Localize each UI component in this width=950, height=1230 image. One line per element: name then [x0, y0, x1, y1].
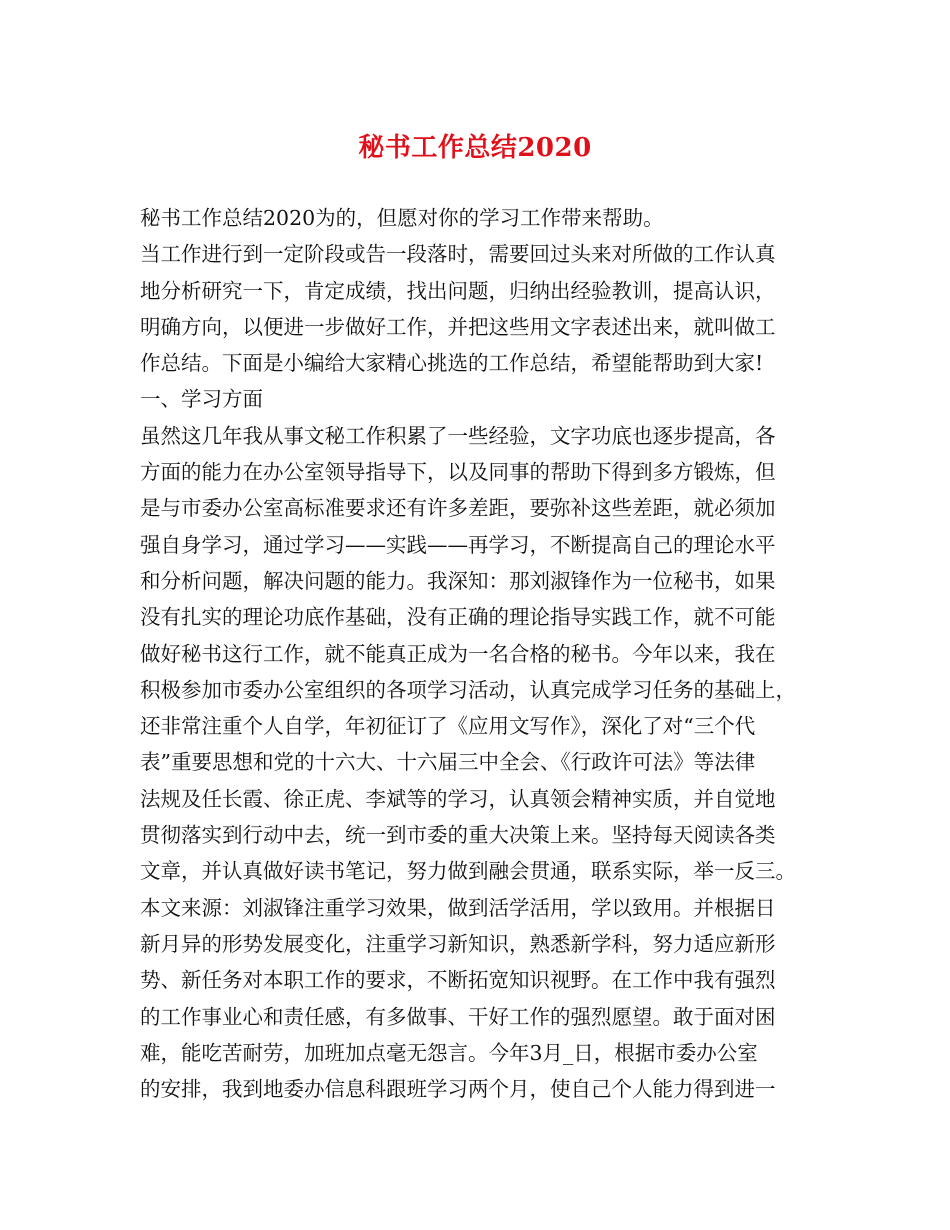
- text-line: 做好秘书这行工作，就不能真正成为一名合格的秘书。今年以来，我在: [140, 641, 776, 666]
- text-line: 作总结。下面是小编给大家精心挑选的工作总结，希望能帮助到大家!: [140, 351, 764, 376]
- text-line: 势、新任务对本职工作的要求，不断拓宽知识视野。在工作中我有强烈: [140, 968, 776, 993]
- text-line: 的安排，我到地委办信息科跟班学习两个月，使自己个人能力得到进一: [140, 1077, 776, 1102]
- text-line: 方面的能力在办公室领导指导下，以及同事的帮助下得到多方锻炼，但: [140, 460, 776, 485]
- text-line: 新月异的形势发展变化，注重学习新知识，熟悉新学科，努力适应新形: [140, 931, 776, 956]
- text-line: 还非常注重个人自学，年初征订了《应用文写作》，深化了对“三个代: [140, 714, 756, 739]
- text-line: 文章，并认真做好读书笔记，努力做到融会贯通，联系实际，举一反三。: [140, 859, 796, 884]
- text-line: 难，能吃苦耐劳，加班加点毫无怨言。今年3月_日，根据市委办公室: [140, 1040, 758, 1065]
- text-line: 表”重要思想和党的十六大、十六届三中全会、《行政许可法》等法律: [140, 750, 756, 775]
- section-heading: 一、学习方面: [140, 387, 263, 412]
- text-line: 贯彻落实到行动中去，统一到市委的重大决策上来。坚持每天阅读各类: [140, 823, 776, 848]
- text-line: 的工作事业心和责任感，有多做事、干好工作的强烈愿望。敢于面对困: [140, 1004, 776, 1029]
- text-line: 和分析问题，解决问题的能力。我深知：那刘淑锋作为一位秘书，如果: [140, 568, 776, 593]
- text-line: 没有扎实的理论功底作基础，没有正确的理论指导实践工作，就不可能: [140, 605, 776, 630]
- document-body: [140, 200, 830, 1107]
- text-line: 法规及任长霞、徐正虎、李斌等的学习，认真领会精神实质，并自觉地: [140, 786, 776, 811]
- text-line: 积极参加市委办公室组织的各项学习活动，认真完成学习任务的基础上，: [140, 677, 796, 702]
- text-line: 本文来源：刘淑锋注重学习效果，做到活学活用，学以致用。并根据日: [140, 895, 776, 920]
- text-line: 秘书工作总结2020为的，但愿对你的学习工作带来帮助。: [140, 206, 664, 230]
- text-line: 当工作进行到一定阶段或告一段落时，需要回过头来对所做的工作认真: [140, 242, 776, 267]
- text-line: 是与市委办公室高标准要求还有许多差距，要弥补这些差距，就必须加: [140, 496, 776, 521]
- text-line: 强自身学习，通过学习——实践——再学习，不断提高自己的理论水平: [140, 532, 776, 557]
- text-line: 明确方向，以便进一步做好工作，并把这些用文字表述出来，就叫做工: [140, 314, 776, 339]
- text-line: 虽然这几年我从事文秘工作积累了一些经验，文字功底也逐步提高，各: [140, 423, 776, 448]
- document-title: 秘书工作总结2020: [358, 133, 592, 163]
- text-line: 地分析研究一下，肯定成绩，找出问题，归纳出经验教训，提高认识，: [140, 278, 776, 303]
